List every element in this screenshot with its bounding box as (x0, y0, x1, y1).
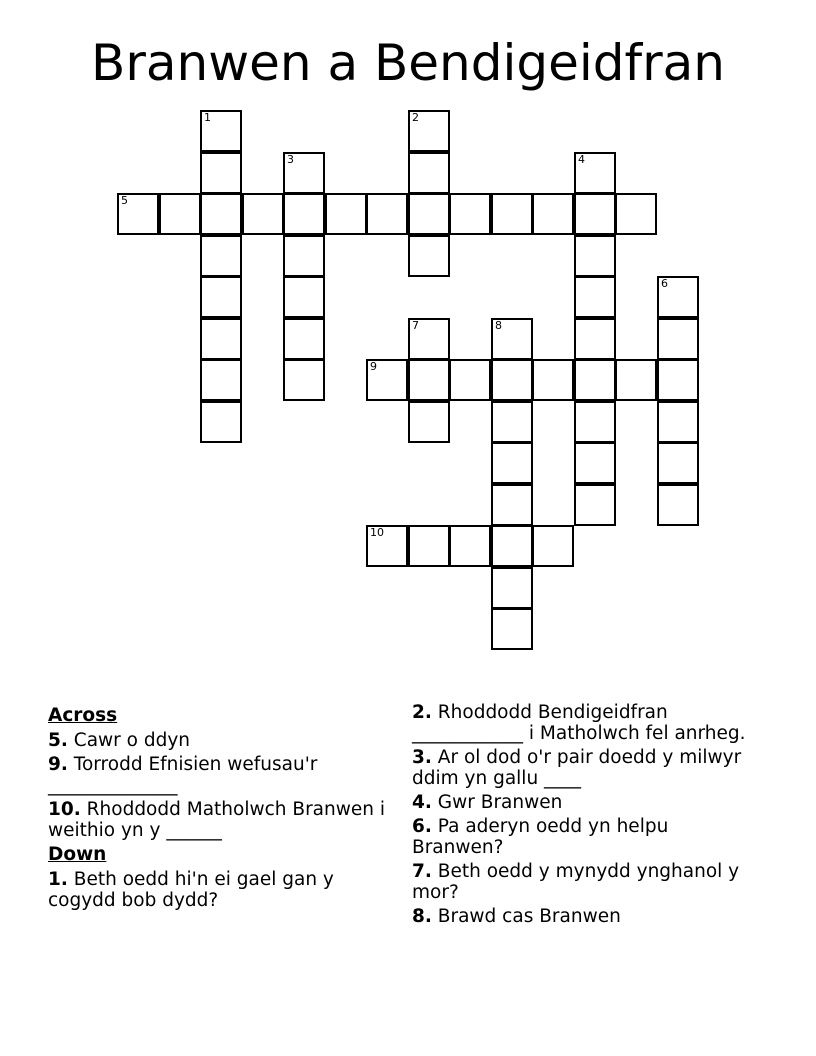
grid-cell[interactable] (491, 401, 533, 443)
clue-number: 2. (412, 702, 432, 723)
clue-number: 1. (48, 869, 68, 890)
clue-text: Cawr o ddyn (73, 730, 191, 751)
clue-across-10 (48, 799, 393, 841)
grid-cell[interactable] (574, 484, 616, 526)
grid-cell[interactable] (657, 359, 699, 401)
grid-cell[interactable] (366, 525, 408, 567)
grid-cell[interactable] (615, 193, 657, 235)
clue-across-9 (48, 754, 393, 796)
cell-number: 2 (412, 111, 419, 124)
clue-across-5 (48, 730, 393, 751)
cell-number: 3 (287, 153, 294, 166)
cell-number: 1 (204, 111, 211, 124)
clue-text: Beth oedd hi'n ei gael gan y cogydd bob dydd? (48, 869, 334, 911)
clue-down-8 (412, 906, 757, 927)
grid-cell[interactable] (532, 359, 574, 401)
cell-number: 6 (661, 277, 668, 290)
cell-number: 4 (578, 153, 585, 166)
grid-cell[interactable] (200, 401, 242, 443)
grid-cell[interactable] (242, 193, 284, 235)
grid-cell[interactable] (574, 193, 616, 235)
clue-text: Rhoddodd Bendigeidfran ____________ i Matholwch fel anrheg. (412, 702, 746, 744)
grid-cell[interactable] (449, 525, 491, 567)
grid-cell[interactable] (200, 193, 242, 235)
clue-down-3 (412, 747, 757, 789)
grid-cell[interactable] (283, 152, 325, 194)
clue-number: 10. (48, 799, 81, 820)
clue-down-4 (412, 792, 757, 813)
across-heading: Across (48, 705, 118, 726)
grid-cell[interactable] (574, 276, 616, 318)
grid-cell[interactable] (615, 359, 657, 401)
grid-cell[interactable] (283, 235, 325, 277)
grid-cell[interactable] (283, 276, 325, 318)
grid-cell[interactable] (491, 567, 533, 609)
cell-number: 7 (412, 319, 419, 332)
grid-cell[interactable] (491, 484, 533, 526)
cell-number: 9 (370, 360, 377, 373)
grid-cell[interactable] (325, 193, 367, 235)
clues-left-column (48, 702, 393, 911)
clue-down-7 (412, 861, 757, 903)
grid-cell[interactable] (408, 401, 450, 443)
clue-number: 9. (48, 754, 68, 775)
clue-number: 4. (412, 792, 432, 813)
grid-cell[interactable] (117, 193, 159, 235)
grid-cell[interactable] (200, 110, 242, 152)
clue-number: 6. (412, 816, 432, 837)
grid-cell[interactable] (366, 193, 408, 235)
grid-cell[interactable] (408, 318, 450, 360)
puzzle-title: Branwen a Bendigeidfran (91, 34, 725, 92)
grid-cell[interactable] (491, 318, 533, 360)
grid-cell[interactable] (159, 193, 201, 235)
grid-cell[interactable] (574, 442, 616, 484)
clue-number: 7. (412, 861, 432, 882)
grid-cell[interactable] (200, 359, 242, 401)
cell-number: 5 (121, 194, 128, 207)
clue-down-6 (412, 816, 757, 858)
grid-cell[interactable] (366, 359, 408, 401)
grid-cell[interactable] (408, 359, 450, 401)
clue-text: Gwr Branwen (437, 792, 563, 813)
clue-text: Ar ol dod o'r pair doedd y milwyr ddim yn gallu ____ (412, 747, 742, 789)
grid-cell[interactable] (283, 193, 325, 235)
grid-cell[interactable] (283, 359, 325, 401)
grid-cell[interactable] (491, 525, 533, 567)
grid-cell[interactable] (657, 442, 699, 484)
grid-cell[interactable] (491, 193, 533, 235)
grid-cell[interactable] (657, 401, 699, 443)
grid-cell[interactable] (200, 318, 242, 360)
grid-cell[interactable] (491, 442, 533, 484)
grid-cell[interactable] (200, 152, 242, 194)
clue-text: Beth oedd y mynydd ynghanol y mor? (412, 861, 740, 903)
grid-cell[interactable] (657, 276, 699, 318)
grid-cell[interactable] (491, 608, 533, 650)
clue-text: Torrodd Efnisien wefusau'r ______________ (48, 754, 318, 796)
clue-down-1 (48, 869, 393, 911)
grid-cell[interactable] (200, 276, 242, 318)
grid-cell[interactable] (574, 318, 616, 360)
clue-number: 8. (412, 906, 432, 927)
grid-cell[interactable] (491, 359, 533, 401)
grid-cell[interactable] (532, 193, 574, 235)
grid-cell[interactable] (408, 525, 450, 567)
grid-cell[interactable] (574, 401, 616, 443)
grid-cell[interactable] (408, 152, 450, 194)
down-heading: Down (48, 844, 107, 865)
grid-cell[interactable] (283, 318, 325, 360)
clue-text: Rhoddodd Matholwch Branwen i weithio yn y ______ (48, 799, 386, 841)
grid-cell[interactable] (408, 110, 450, 152)
grid-cell[interactable] (408, 235, 450, 277)
grid-cell[interactable] (408, 193, 450, 235)
clue-down-2 (412, 702, 757, 744)
grid-cell[interactable] (200, 235, 242, 277)
clue-number: 5. (48, 730, 68, 751)
clue-text: Pa aderyn oedd yn helpu Branwen? (412, 816, 669, 858)
grid-cell[interactable] (449, 193, 491, 235)
clues-right-column (412, 702, 757, 927)
grid-cell[interactable] (449, 359, 491, 401)
grid-cell[interactable] (657, 318, 699, 360)
cell-number: 8 (495, 319, 502, 332)
grid-cell[interactable] (574, 359, 616, 401)
grid-cell[interactable] (532, 525, 574, 567)
grid-cell[interactable] (574, 235, 616, 277)
grid-cell[interactable] (574, 152, 616, 194)
clue-number: 3. (412, 747, 432, 768)
grid-cell[interactable] (657, 484, 699, 526)
clue-text: Brawd cas Branwen (437, 906, 621, 927)
cell-number: 10 (370, 526, 384, 539)
